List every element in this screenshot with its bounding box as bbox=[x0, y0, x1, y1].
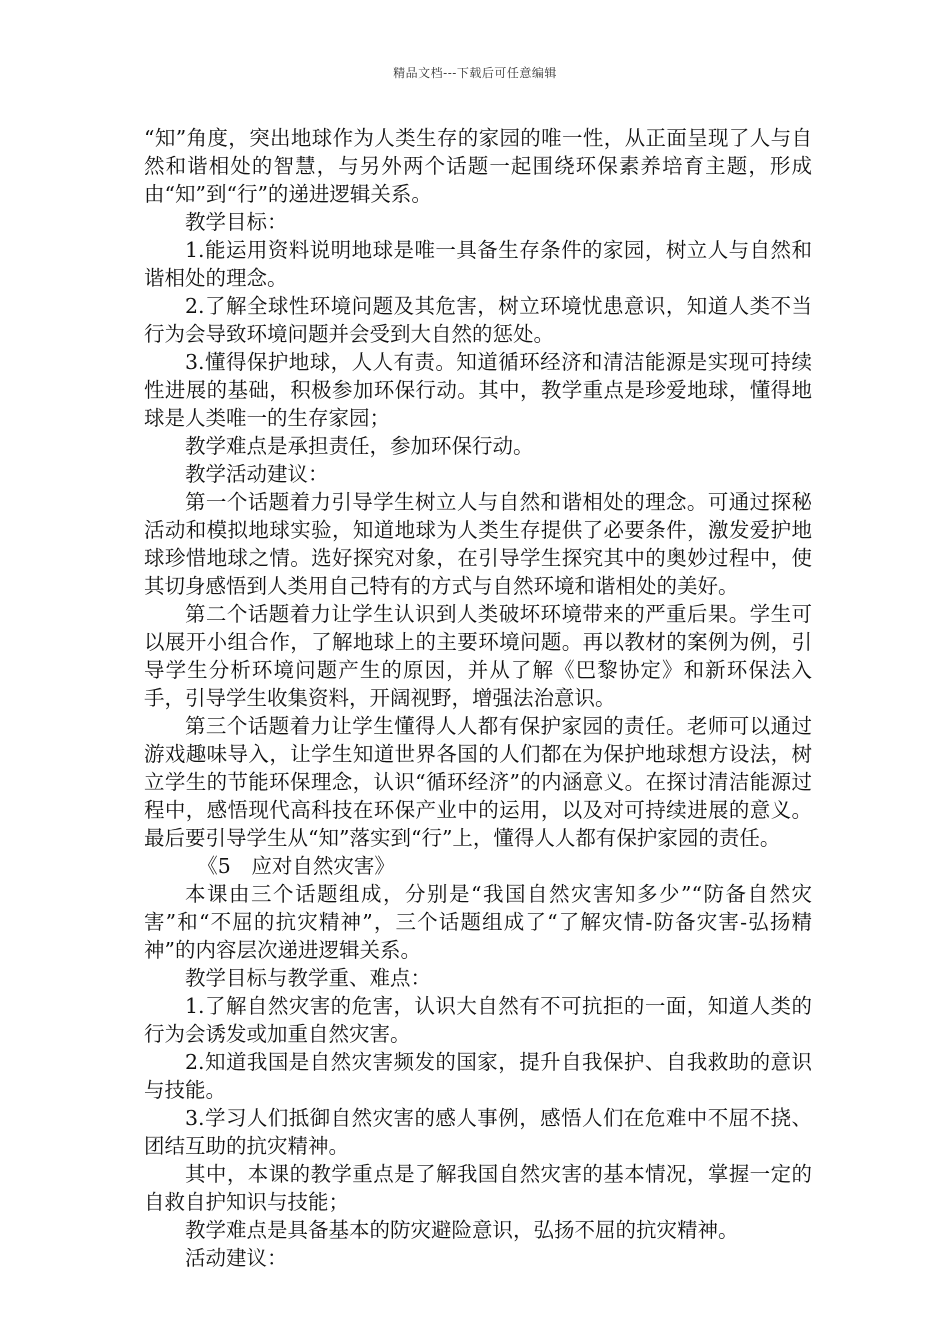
lesson-difficulty: 教学难点是具备基本的防灾避险意识，弘扬不屈的抗灾精神。 bbox=[185, 1218, 739, 1242]
paragraph-intro-continuation: “知”角度，突出地球作为人类生存的家园的唯一性，从正面呈现了人与自然和谐相处的智慧，与另外两个话题一起围绕环保素养培育主题，形成由“知”到“行”的递进逻辑关系。 bbox=[144, 126, 812, 206]
heading-activity-suggestions: 教学活动建议： bbox=[185, 462, 329, 486]
page-header: 精品文档---下载后可任意编辑 bbox=[393, 66, 557, 80]
heading-activities: 活动建议： bbox=[185, 1246, 288, 1270]
lesson-goal-item-2: 2.知道我国是自然灾害频发的国家，提升自我保护、自我救助的意识与技能。 bbox=[144, 1050, 812, 1102]
heading-goals-and-key-points: 教学目标与教学重、难点： bbox=[185, 966, 431, 990]
heading-teaching-goals: 教学目标： bbox=[185, 210, 288, 234]
goal-item-3: 3.懂得保护地球，人人有责。知道循环经济和清洁能源是实现可持续性进展的基础，积极参加环保行动。其中，教学重点是珍爱地球，懂得地球是人类唯一的生存家园； bbox=[144, 350, 812, 430]
lesson-key-point: 其中，本课的教学重点是了解我国自然灾害的基本情况，掌握一定的自救自护知识与技能； bbox=[144, 1162, 812, 1214]
document-body bbox=[144, 124, 812, 1272]
paragraph-topic-1: 第一个话题着力引导学生树立人与自然和谐相处的理念。可通过探秘活动和模拟地球实验，知道地球为人类生存提供了必要条件，激发爱护地球珍惜地球之情。选好探究对象，在引导学生探究其中的奥妙过程中，使其切身感悟到人类用自己特有的方式与自然环境和谐相处的美好。 bbox=[144, 490, 812, 598]
lesson-goal-item-1: 1.了解自然灾害的危害，认识大自然有不可抗拒的一面，知道人类的行为会诱发或加重自然灾害。 bbox=[144, 994, 812, 1046]
paragraph-lesson-overview: 本课由三个话题组成，分别是“我国自然灾害知多少”“防备自然灾害”和“不屈的抗灾精神”，三个话题组成了“了解灾情-防备灾害-弘扬精神”的内容层次递进逻辑关系。 bbox=[144, 882, 812, 962]
paragraph-topic-3: 第三个话题着力让学生懂得人人都有保护家园的责任。老师可以通过游戏趣味导入，让学生知道世界各国的人们都在为保护地球想方设法，树立学生的节能环保理念，认识“循环经济”的内涵意义。在探讨清洁能源过程中，感悟现代高科技在环保产业中的运用，以及对可持续进展的意义。最后要引导学生从“知”落实到“行”上，懂得人人都有保护家园的责任。 bbox=[144, 714, 812, 850]
lesson-title: 《5 应对自然灾害》 bbox=[197, 854, 395, 878]
goal-item-2: 2.了解全球性环境问题及其危害，树立环境忧患意识，知道人类不当行为会导致环境问题并会受到大自然的惩处。 bbox=[144, 294, 812, 346]
teaching-difficulty: 教学难点是承担责任，参加环保行动。 bbox=[185, 434, 534, 458]
goal-item-1: 1.能运用资料说明地球是唯一具备生存条件的家园，树立人与自然和谐相处的理念。 bbox=[144, 238, 812, 290]
paragraph-topic-2: 第二个话题着力让学生认识到人类破坏环境带来的严重后果。学生可以展开小组合作，了解地球上的主要环境问题。再以教材的案例为例，引导学生分析环境问题产生的原因，并从了解《巴黎协定》和新环保法入手，引导学生收集资料，开阔视野，增强法治意识。 bbox=[144, 602, 812, 710]
lesson-goal-item-3: 3.学习人们抵御自然灾害的感人事例，感悟人们在危难中不屈不挠、团结互助的抗灾精神。 bbox=[144, 1106, 812, 1158]
